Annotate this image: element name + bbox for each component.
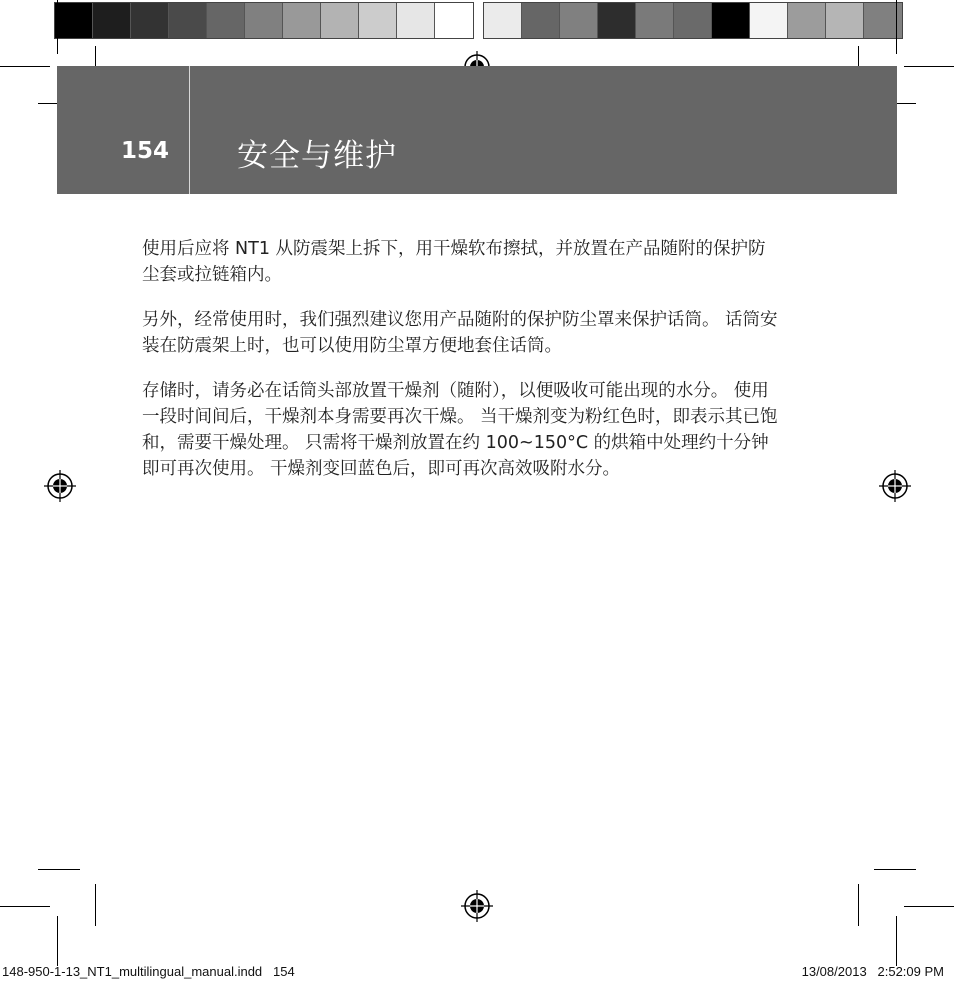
crop-mark [858, 884, 859, 926]
color-swatch [788, 3, 826, 38]
color-swatch [636, 3, 674, 38]
body-text [142, 236, 782, 501]
color-swatch [750, 3, 788, 38]
color-swatch [359, 3, 397, 38]
section-header [57, 66, 897, 194]
color-swatch [207, 3, 245, 38]
color-swatch [55, 3, 93, 38]
paragraph: 使用后应将 NT1 从防震架上拆下，用干燥软布擦拭，并放置在产品随附的保护防尘套或拉链箱内。 [142, 239, 766, 285]
crop-mark [904, 66, 954, 67]
color-swatch [169, 3, 207, 38]
color-swatch [283, 3, 321, 38]
color-swatch [826, 3, 864, 38]
footer-timestamp: 13/08/2013 2:52:09 PM [801, 964, 944, 979]
crop-mark [57, 0, 58, 54]
color-swatch [522, 3, 560, 38]
color-bar-right [483, 2, 903, 39]
crop-mark [95, 884, 96, 926]
color-bar-left [54, 2, 474, 39]
crop-mark [904, 906, 954, 907]
registration-mark-icon [43, 469, 77, 503]
paragraph: 存储时，请务必在话筒头部放置干燥剂（随附），以便吸收可能出现的水分。 使用一段时间间后，干燥剂本身需要再次干燥。 当干燥剂变为粉红色时，即表示其已饱和，需要干燥处理。 只需将干燥剂放置在约 100~150°C 的烘箱中处理约十分钟即可再次使用。 干燥剂变回蓝色后，即可再次高效吸附水分。 [142, 381, 778, 479]
crop-mark [38, 869, 80, 870]
color-swatch [131, 3, 169, 38]
crop-mark [896, 0, 897, 54]
crop-mark [874, 869, 916, 870]
crop-mark [57, 916, 58, 966]
color-swatch [321, 3, 359, 38]
color-swatch [93, 3, 131, 38]
color-swatch [435, 3, 473, 38]
color-swatch [484, 3, 522, 38]
paragraph: 另外，经常使用时，我们强烈建议您用产品随附的保护防尘罩来保护话筒。 话筒安装在防震架上时，也可以使用防尘罩方便地套住话筒。 [142, 310, 778, 356]
crop-mark [0, 66, 50, 67]
footer-file-info: 148-950-1-13_NT1_multilingual_manual.indd 154 [2, 964, 295, 979]
section-title: 安全与维护 [237, 138, 397, 174]
color-swatch [674, 3, 712, 38]
registration-mark-icon [878, 469, 912, 503]
page-number: 154 [121, 138, 170, 164]
color-swatch [712, 3, 750, 38]
header-divider [189, 66, 190, 194]
color-swatch [560, 3, 598, 38]
registration-mark-icon [460, 889, 494, 923]
color-swatch [245, 3, 283, 38]
color-swatch [397, 3, 435, 38]
crop-mark [896, 916, 897, 966]
crop-mark [0, 906, 50, 907]
color-swatch [598, 3, 636, 38]
